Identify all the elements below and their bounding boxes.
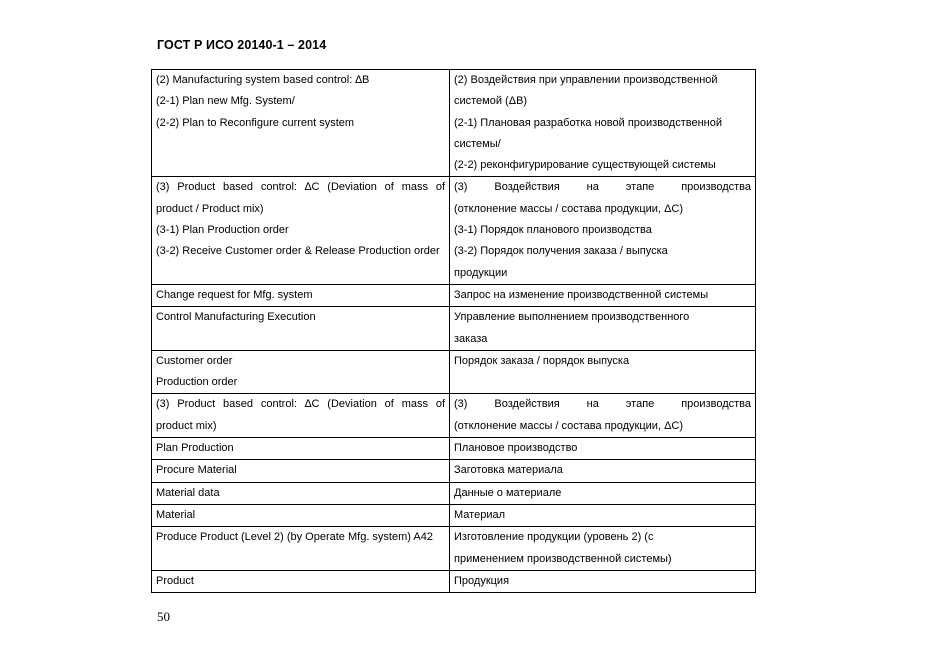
russian-term-line: Управление выполнением производственного заказа [454,311,690,345]
english-term-line: Production order [156,376,238,389]
table-row [152,482,756,504]
russian-term-cell [450,284,756,306]
english-term-cell [152,177,450,284]
table-row [152,527,756,571]
english-term-line: (2-1) Plan new Mfg. System/ [156,95,295,108]
english-term-line: (3) Product based control: ∆C (Deviation of mass of product mix) [156,398,445,432]
russian-term-cell: Заготовка материала [450,460,756,482]
english-term-line: (2) Manufacturing system based control: ∆B [156,74,370,86]
english-term-line: (3-2) Receive Customer order & Release Production order [156,245,440,258]
table-row [152,504,756,526]
russian-term-line: (2) Воздействия при управлении производственной системой (ΔB) [454,74,718,108]
table-row [152,570,756,592]
russian-term-line: (2-2) реконфигурирование существующей системы [454,159,716,172]
russian-term-line: (отклонение массы / состава продукции, ΔС) [454,202,684,215]
english-term-cell [152,394,450,438]
document-header: ГОСТ Р ИСО 20140-1 – 2014 [157,38,327,52]
russian-term-line: Изготовление продукции (уровень 2) (с применением производственной системы) [454,531,672,565]
table-row [152,438,756,460]
russian-term-line: Порядок заказа / порядок выпуска [454,354,630,367]
english-term-cell: Plan Production [152,438,450,460]
english-term-cell: Product [152,570,450,592]
russian-term-line: (3-1) Порядок планового производства [454,224,652,237]
table-row [152,307,756,351]
russian-term-cell: Данные о материале [450,482,756,504]
english-term-cell [152,307,450,351]
table-row [152,394,756,438]
russian-term-cell: Плановое производство [450,438,756,460]
russian-term-cell [450,350,756,394]
english-term-line: Produce Product (Level 2) (by Operate Mfg. system) A42 [156,531,433,544]
russian-term-line: (3-2) Порядок получения заказа / выпуска продукции [454,245,668,279]
russian-term-cell [450,527,756,571]
page-number: 50 [157,609,170,624]
russian-term-line: (отклонение массы / состава продукции, ΔС) [454,419,684,432]
english-term-line: (3) Product based control: ∆C (Deviation of mass of product / Product mix) [156,181,445,215]
table-row [152,460,756,482]
english-term-line: (3-1) Plan Production order [156,224,289,237]
english-term-cell [152,70,450,177]
english-term-line: (2-2) Plan to Reconfigure current system [156,116,355,129]
russian-term-cell [450,177,756,284]
russian-term-line: (3) Воздействия на этапе производства [454,398,751,411]
english-term-cell: Material [152,504,450,526]
english-term-line: Customer order [156,354,233,367]
terms-table [151,69,756,593]
table-row [152,177,756,284]
english-term-cell: Material data [152,482,450,504]
english-term-line: Control Manufacturing Execution [156,311,316,324]
english-term-cell: Procure Material [152,460,450,482]
table-row [152,284,756,306]
russian-term-cell [450,307,756,351]
russian-term-cell [450,394,756,438]
english-term-cell [152,284,450,306]
english-term-cell [152,527,450,571]
russian-term-line: (2-1) Плановая разработка новой производственной системы/ [454,116,723,150]
russian-term-cell: Материал [450,504,756,526]
russian-term-line: (3) Воздействия на этапе производства [454,181,751,194]
russian-term-line: Запрос на изменение производственной системы [454,288,709,301]
english-term-line: Change request for Mfg. system [156,288,313,301]
english-term-cell [152,350,450,394]
russian-term-cell [450,70,756,177]
russian-term-cell: Продукция [450,570,756,592]
table-row [152,70,756,177]
table-row [152,350,756,394]
